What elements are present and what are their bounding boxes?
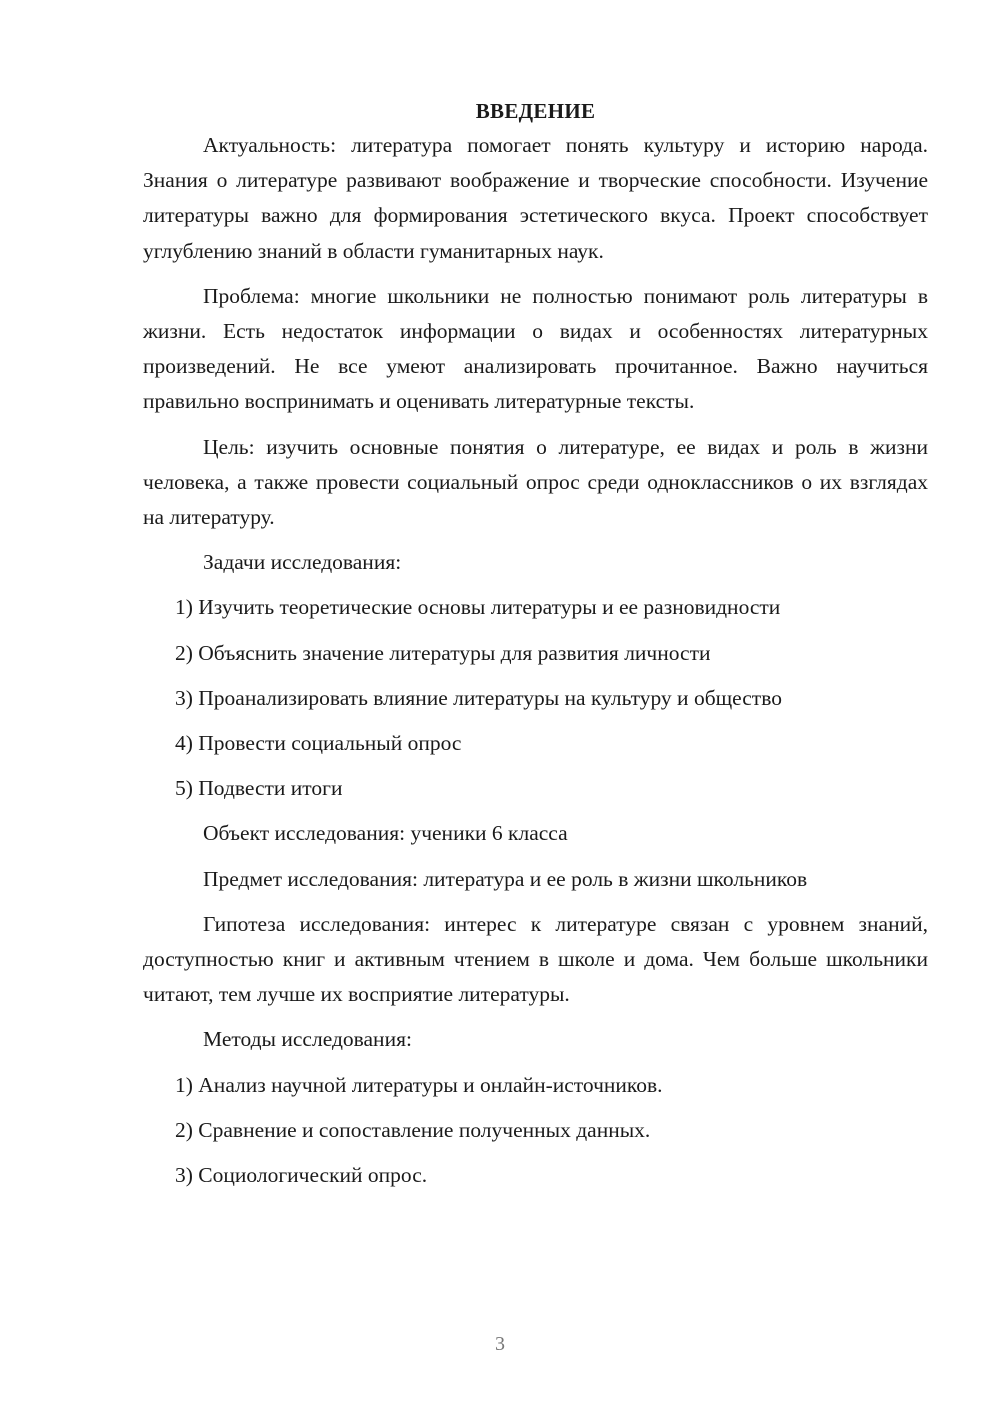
list-item: 1) Анализ научной литературы и онлайн-источников. xyxy=(175,1072,663,1097)
list-item: 3) Проанализировать влияние литературы на культуру и общество xyxy=(175,685,782,710)
tasks-list xyxy=(143,590,928,806)
page-title: ВВЕДЕНИЕ xyxy=(475,99,596,123)
research-object: Объект исследования: ученики 6 класса xyxy=(203,821,568,846)
list-item: 4) Провести социальный опрос xyxy=(175,731,462,756)
tasks-heading: Задачи исследования: xyxy=(203,550,402,575)
list-item: 2) Сравнение и сопоставление полученных данных. xyxy=(175,1117,651,1142)
methods-heading: Методы исследования: xyxy=(203,1027,412,1052)
page-number: 3 xyxy=(495,1333,505,1355)
hypothesis-paragraph: Гипотеза исследования: интерес к литературе связан с уровнем знаний, доступностью книг и активным чтением в школе и дома. Чем больше школьники читают, тем лучше их восприятие литературы. xyxy=(143,911,928,1007)
methods-list xyxy=(143,1068,928,1194)
problem-paragraph: Проблема: многие школьники не полностью понимают роль литературы в жизни. Есть недостаток информации о видах и особенностях литературных произведений. Не все умеют анализировать прочитанное. Важно научиться правильно воспринимать и оценивать литературные тексты. xyxy=(143,283,928,414)
document-page xyxy=(143,96,928,1203)
list-item: 2) Объяснить значение литературы для развития личности xyxy=(175,640,711,665)
list-item: 1) Изучить теоретические основы литературы и ее разновидности xyxy=(175,595,781,620)
list-item: 5) Подвести итоги xyxy=(175,776,343,801)
list-item: 3) Социологический опрос. xyxy=(175,1163,428,1188)
goal-paragraph: Цель: изучить основные понятия о литературе, ее видах и роль в жизни человека, а также провести социальный опрос среди одноклассников о их взглядах на литературу. xyxy=(143,434,928,530)
research-subject: Предмет исследования: литература и ее роль в жизни школьников xyxy=(203,866,808,891)
relevance-paragraph: Актуальность: литература помогает понять культуру и историю народа. Знания о литературе развивают воображение и творческие способности. Изучение литературы важно для формирования эстетического вкуса. Проект способствует углублению знаний в области гуманитарных наук. xyxy=(143,133,928,263)
